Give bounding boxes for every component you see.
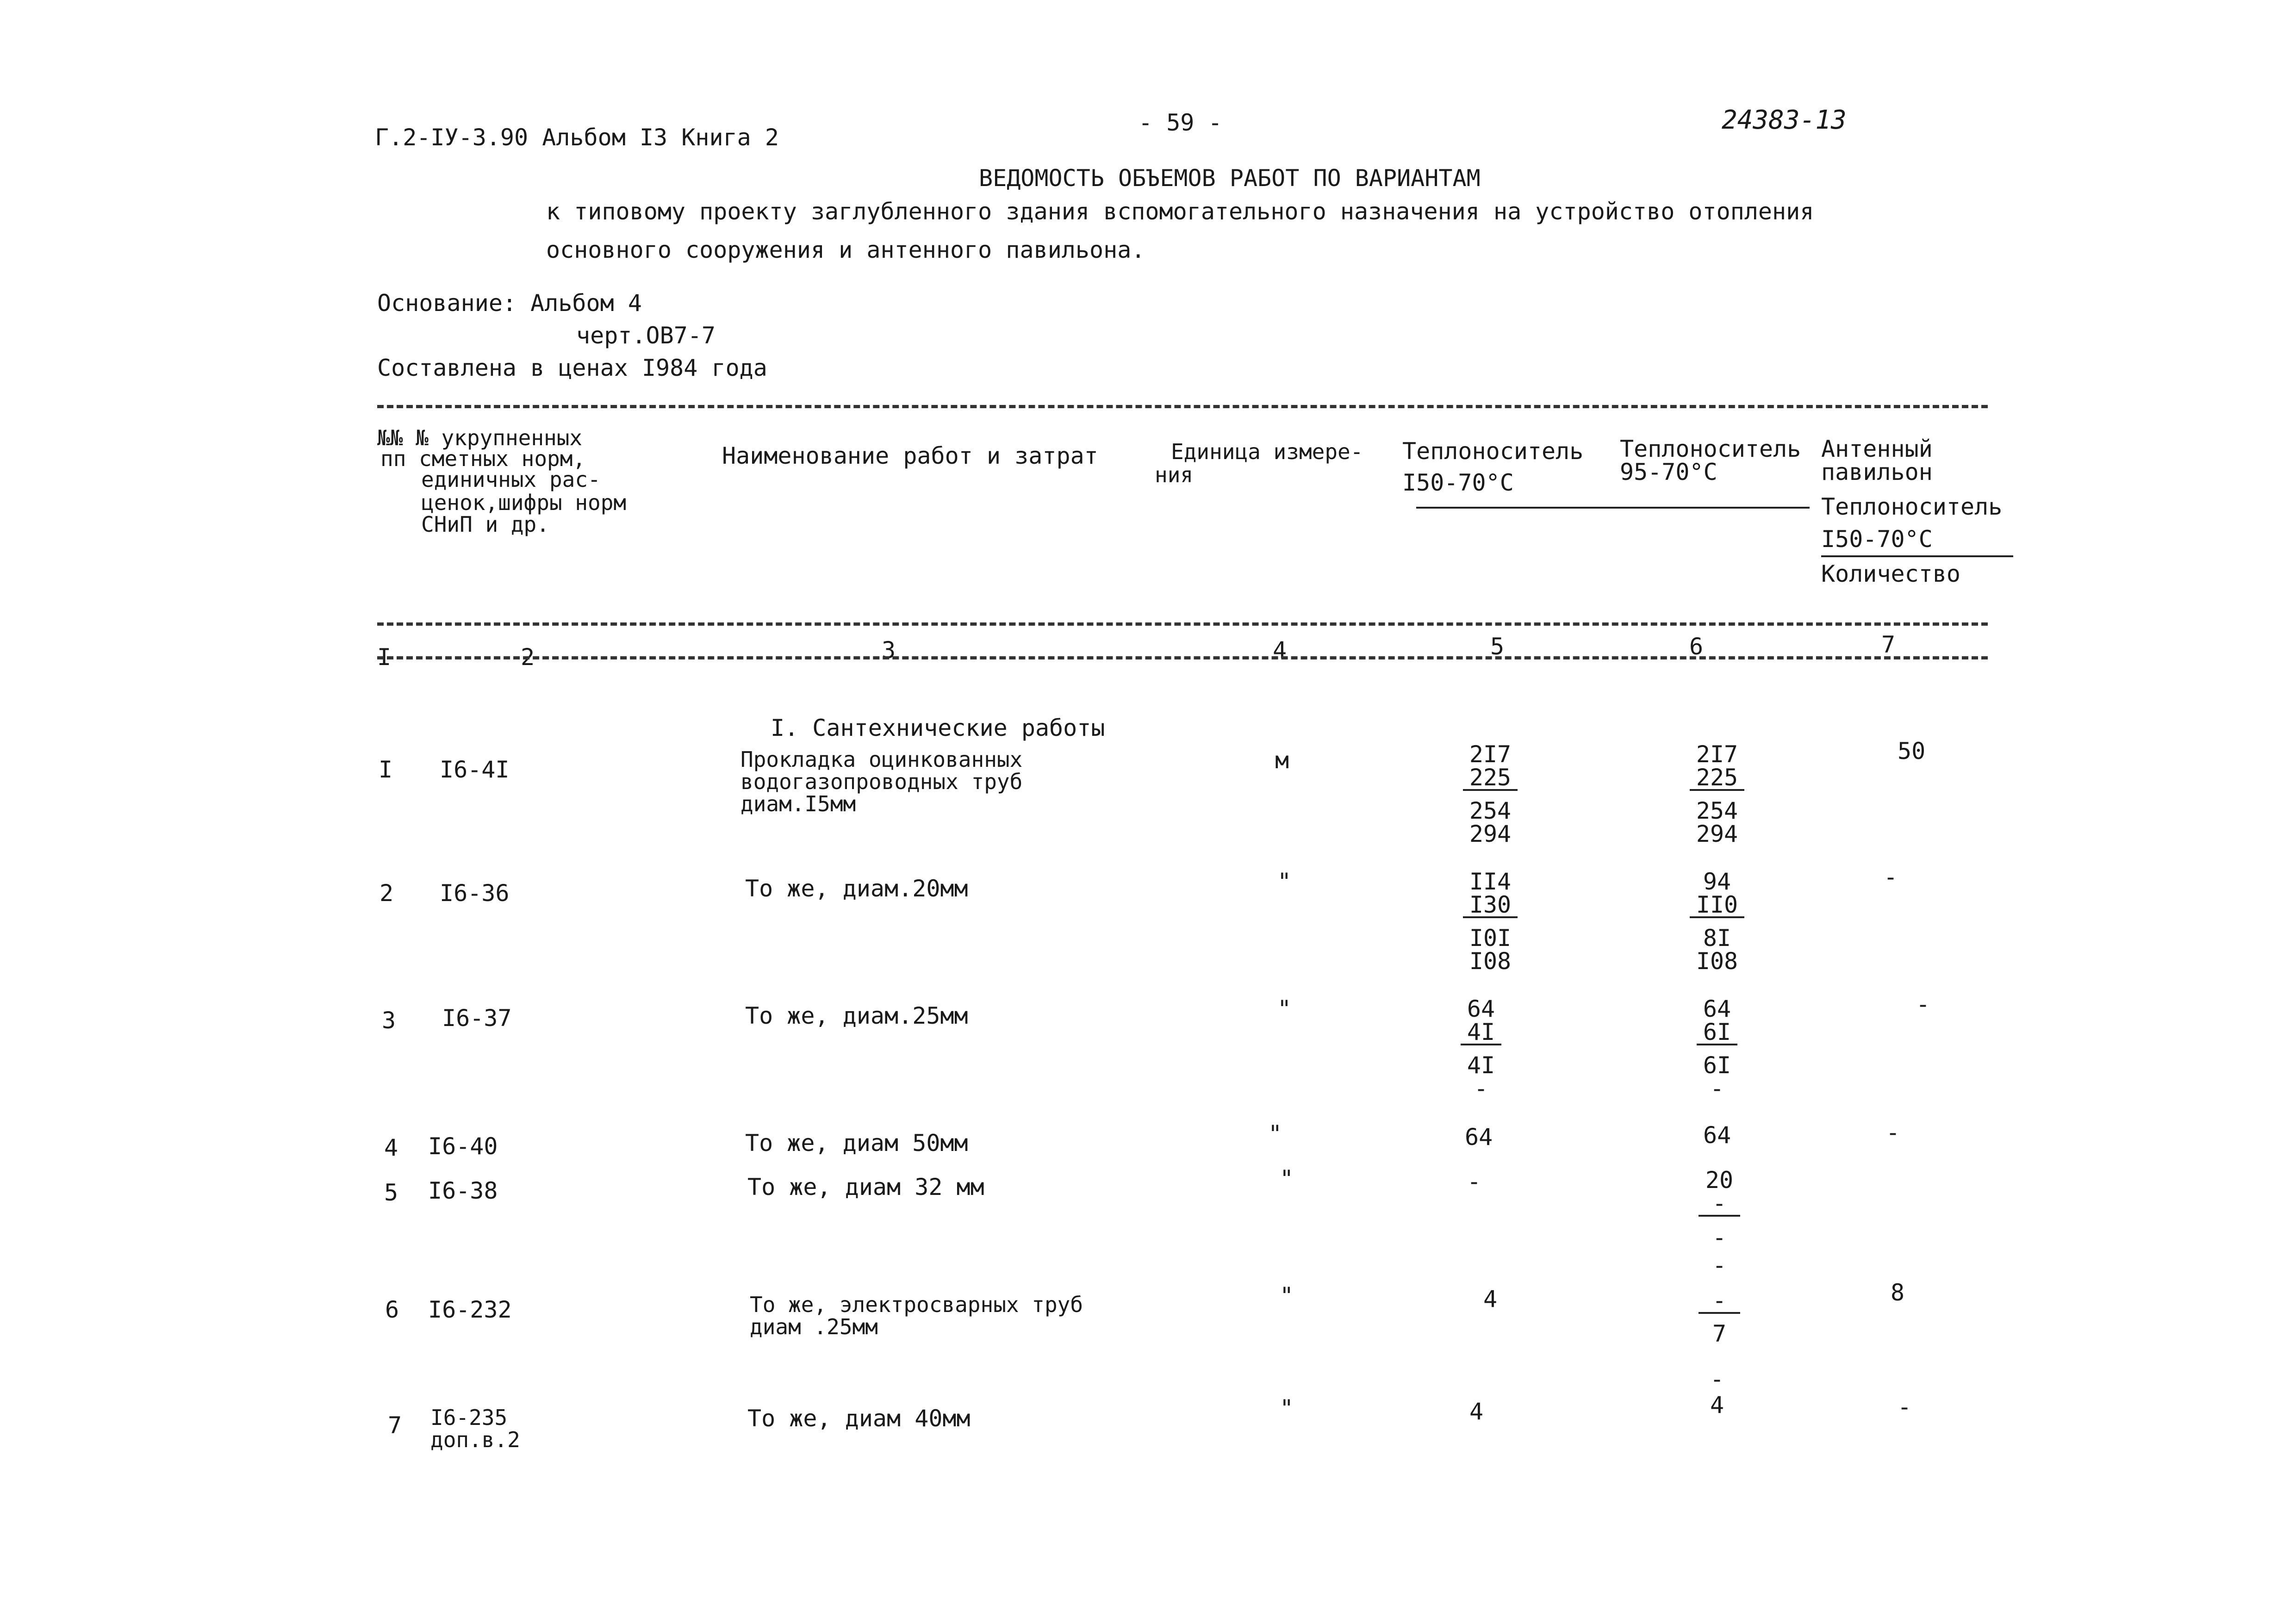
row-value-col6: 20 - - -: [1685, 1169, 1754, 1277]
row-name-line1: То же, диам 50мм: [745, 1130, 968, 1157]
row-value-col7: 8: [1891, 1279, 1905, 1306]
header-col7-line3: Теплоноситель: [1821, 493, 2003, 520]
row-value-col5: II4 I30 I0I I08: [1453, 870, 1527, 973]
header-col6-line2: 95-70°С: [1620, 459, 1717, 485]
header-col7-line1: Антенный: [1821, 435, 1933, 462]
row-name-line2: водогазопроводных труб: [740, 769, 1023, 794]
row-code: I6-232: [428, 1296, 512, 1323]
row-number: I: [379, 756, 393, 783]
row-value-col5: -: [1467, 1168, 1481, 1195]
document-number-stamp: 24383-13: [1722, 105, 1847, 135]
header-col6-line1: Теплоноситель: [1620, 435, 1801, 462]
prices-year: Составлена в ценах I984 года: [377, 354, 767, 381]
header-col7-line2: павильон: [1821, 459, 1933, 485]
row-value-col6: - 7: [1685, 1289, 1754, 1345]
row-value-col5: 64: [1465, 1124, 1493, 1150]
column-number-6: 6: [1689, 633, 1704, 660]
header-col-unit-line2: ния: [1155, 462, 1194, 487]
row-unit: ": [1277, 868, 1292, 895]
document-subtitle-line1: к типовому проекту заглубленного здания вспомогательного назначения на устройство отопления: [546, 198, 1814, 225]
column-number-5: 5: [1490, 633, 1505, 660]
row-value-col6: 64: [1703, 1122, 1731, 1149]
row-value-col5: 4: [1469, 1398, 1484, 1425]
header-col-codes-line1: №№ № укрупненных: [377, 425, 583, 450]
header-col-codes-line3: единичных рас-: [421, 467, 601, 492]
row-name-line1: То же, диам 32 мм: [747, 1174, 984, 1200]
row-unit: ": [1277, 995, 1292, 1022]
row-number: 5: [384, 1179, 398, 1206]
row-name-line2: диам .25мм: [750, 1314, 878, 1339]
column-number-1: I: [377, 644, 392, 671]
header-col-codes-line5: СНиП и др.: [421, 512, 549, 537]
row-value-col6: - 4: [1710, 1366, 1724, 1418]
row-name-line1: То же, диам 40мм: [747, 1405, 971, 1432]
row-value-col5: 2I7 225 254 294: [1458, 743, 1523, 846]
column-number-4: 4: [1273, 637, 1287, 664]
basis-album: Основание: Альбом 4: [377, 290, 642, 317]
document-code: Г.2-IУ-3.90 Альбом I3 Книга 2: [375, 124, 779, 151]
row-code: I6-36: [440, 880, 510, 907]
row-value-col6: 94 II0 8I I08: [1685, 870, 1749, 973]
row-code-line2: доп.в.2: [430, 1427, 520, 1452]
column-numbers-border: [377, 656, 1988, 659]
row-name-line1: То же, диам.20мм: [745, 875, 968, 902]
row-name-line1: То же, диам.25мм: [745, 1002, 968, 1029]
document-title: ВЕДОМОСТЬ ОБЪЕМОВ РАБОТ ПО ВАРИАНТАМ: [979, 165, 1481, 192]
row-code-line1: I6-235: [430, 1405, 508, 1430]
row-value-col7: -: [1898, 1393, 1912, 1420]
header-col5-line1: Теплоноситель: [1402, 438, 1584, 465]
row-code: I6-37: [442, 1005, 512, 1032]
header-col-codes-line2: пп сметных норм,: [380, 446, 586, 471]
row-unit: ": [1280, 1165, 1294, 1192]
row-value-col7: 50: [1898, 738, 1926, 765]
row-value-col7: -: [1884, 864, 1898, 890]
header-bottom-border: [377, 622, 1988, 626]
header-quantity: Количество: [1821, 560, 1961, 587]
row-code: I6-4I: [440, 756, 510, 783]
row-unit: ": [1280, 1395, 1294, 1422]
row-value-col5: 4: [1483, 1286, 1498, 1312]
column-number-7: 7: [1881, 631, 1896, 658]
section-title: I. Сантехнические работы: [771, 715, 1105, 741]
row-number: 2: [380, 880, 394, 907]
row-number: 4: [384, 1134, 398, 1161]
row-unit: ": [1280, 1282, 1294, 1309]
row-code: I6-38: [428, 1177, 498, 1204]
row-value-col6: 64 6I 6I -: [1689, 997, 1745, 1100]
row-code: I6-40: [428, 1133, 498, 1160]
row-unit: ": [1268, 1120, 1282, 1147]
row-unit: м: [1275, 747, 1289, 774]
table-top-border: [377, 405, 1988, 408]
row-number: 6: [385, 1296, 399, 1323]
header-col-codes-line4: ценок,шифры норм: [421, 490, 627, 515]
row-value-col6: 2I7 225 254 294: [1685, 743, 1749, 846]
header-col7-line4: I50-70°С: [1821, 526, 1933, 553]
column-number-2: 2: [521, 644, 535, 671]
row-value-col5: 64 4I 4I -: [1453, 997, 1509, 1100]
row-name-line1: То же, электросварных труб: [750, 1292, 1083, 1317]
header-col-unit-line1: Единица измере-: [1171, 439, 1363, 464]
row-name-line3: диам.I5мм: [740, 791, 856, 816]
row-value-col7: -: [1916, 991, 1930, 1018]
row-name-line1: Прокладка оцинкованных: [740, 747, 1023, 772]
header-underline-col5-6: [1416, 507, 1810, 509]
page-number: - 59 -: [1139, 109, 1222, 136]
header-col-work-name: Наименование работ и затрат: [722, 442, 1098, 469]
basis-drawing: черт.ОВ7-7: [576, 322, 716, 349]
row-value-col7: -: [1886, 1119, 1900, 1146]
header-col5-line2: I50-70°С: [1402, 469, 1514, 496]
header-underline-col7: [1821, 555, 2013, 557]
document-subtitle-line2: основного сооружения и антенного павильона.: [546, 236, 1145, 263]
column-number-3: 3: [882, 637, 896, 664]
row-number: 3: [382, 1007, 396, 1034]
row-number: 7: [388, 1412, 402, 1439]
